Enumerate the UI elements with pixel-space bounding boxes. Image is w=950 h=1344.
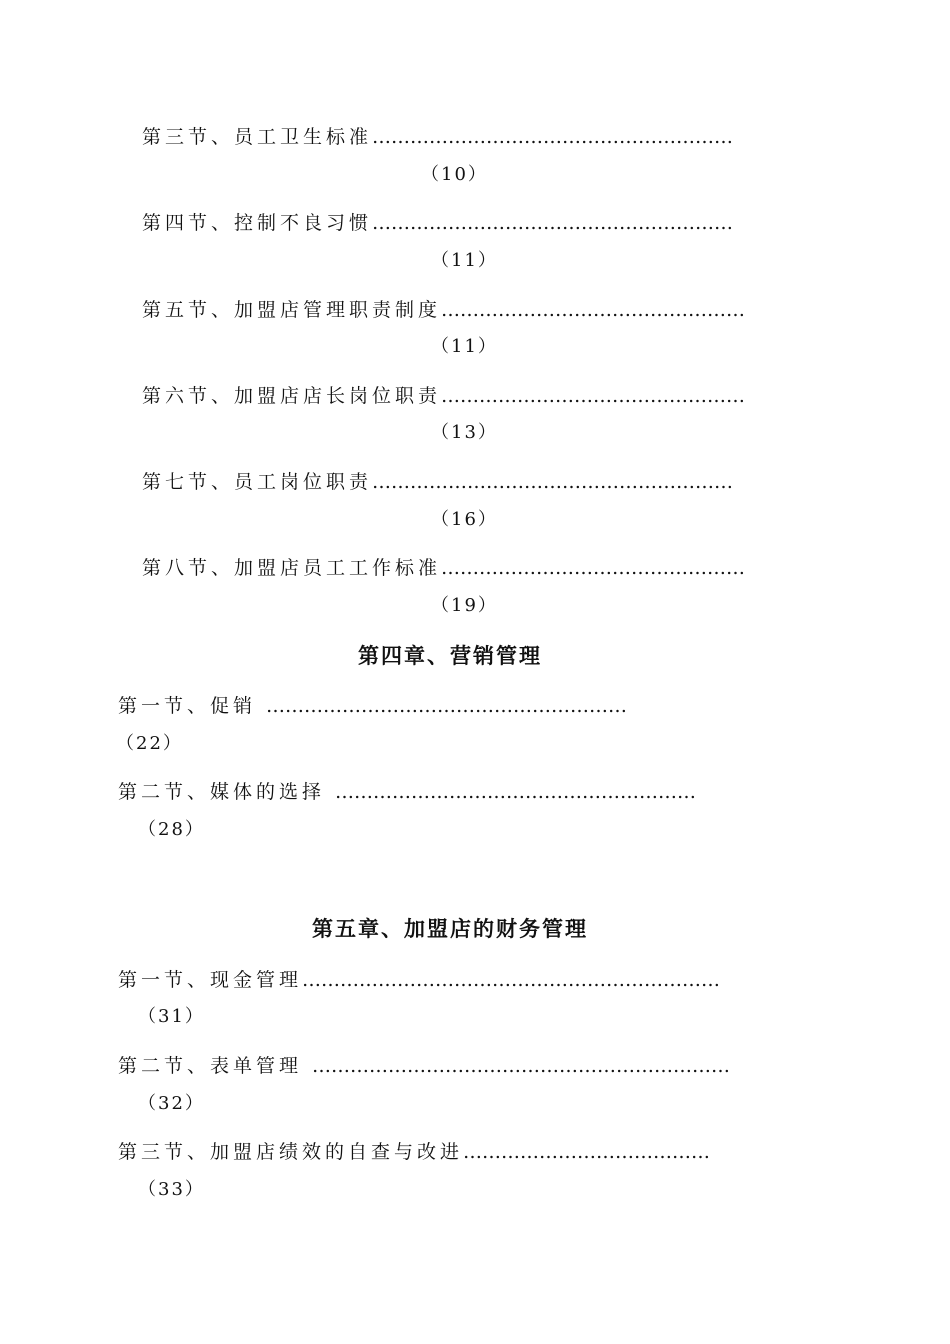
toc-entry-ch3-sec3[interactable] — [142, 122, 733, 149]
toc-entry-ch4-sec2[interactable] — [118, 777, 696, 804]
leader-dots: ………………………………… — [463, 1141, 711, 1163]
toc-entry-title: 第五节、加盟店管理职责制度 — [142, 299, 442, 321]
toc-entry-title: 第一节、现金管理 — [118, 969, 303, 991]
leader-dots: ………………………………………… — [441, 385, 746, 407]
toc-entry-ch3-sec8[interactable] — [142, 553, 745, 580]
toc-entry-title: 第一节、促销 — [118, 695, 267, 717]
toc-entry-ch5-sec2[interactable] — [118, 1051, 730, 1078]
leader-dots: ………………………………………… — [441, 557, 746, 579]
toc-entry-page: （16） — [431, 509, 498, 530]
toc-entry-ch3-sec6[interactable] — [142, 381, 745, 408]
leader-dots: ………………………………………… — [441, 299, 746, 321]
toc-entry-ch5-sec3[interactable] — [118, 1137, 710, 1164]
toc-entry-title: 第二节、表单管理 — [118, 1055, 313, 1077]
toc-entry-title: 第二节、媒体的选择 — [118, 781, 336, 803]
toc-entry-page: （28） — [138, 819, 205, 840]
toc-entry-page: （11） — [431, 336, 498, 357]
toc-entry-title: 第四节、控制不良习惯 — [142, 212, 373, 234]
toc-entry-title: 第八节、加盟店员工工作标准 — [142, 557, 442, 579]
chapter-heading: 第五章、加盟店的财务管理 — [312, 916, 588, 941]
chapter-heading: 第四章、营销管理 — [358, 643, 542, 668]
toc-entry-page: （10） — [421, 164, 488, 185]
toc-entry-page: （11） — [431, 250, 498, 271]
toc-entry-page: （32） — [138, 1093, 205, 1114]
toc-entry-page: （33） — [138, 1179, 205, 1200]
leader-dots: ………………………………………………… — [372, 471, 734, 493]
leader-dots: ………………………………………………… — [335, 781, 697, 803]
toc-entry-ch3-sec7[interactable] — [142, 467, 733, 494]
toc-entry-title: 第六节、加盟店店长岗位职责 — [142, 385, 442, 407]
leader-dots: ………………………………………………………… — [302, 969, 721, 991]
toc-entry-ch4-sec1[interactable] — [118, 691, 627, 718]
toc-entry-ch3-sec4[interactable] — [142, 208, 733, 235]
leader-dots: ………………………………………………… — [372, 126, 734, 148]
toc-entry-page: （13） — [431, 422, 498, 443]
toc-entry-ch3-sec5[interactable] — [142, 295, 745, 322]
toc-entry-ch5-sec1[interactable] — [118, 965, 720, 992]
toc-entry-title: 第三节、员工卫生标准 — [142, 126, 373, 148]
leader-dots: ………………………………………………… — [372, 212, 734, 234]
toc-entry-title: 第七节、员工岗位职责 — [142, 471, 373, 493]
toc-entry-page: （19） — [431, 595, 498, 616]
leader-dots: ………………………………………………………… — [312, 1055, 731, 1077]
toc-entry-title: 第三节、加盟店绩效的自查与改进 — [118, 1141, 464, 1163]
toc-entry-page: （22） — [116, 733, 183, 754]
toc-entry-page: （31） — [138, 1006, 205, 1027]
leader-dots: ………………………………………………… — [266, 695, 628, 717]
